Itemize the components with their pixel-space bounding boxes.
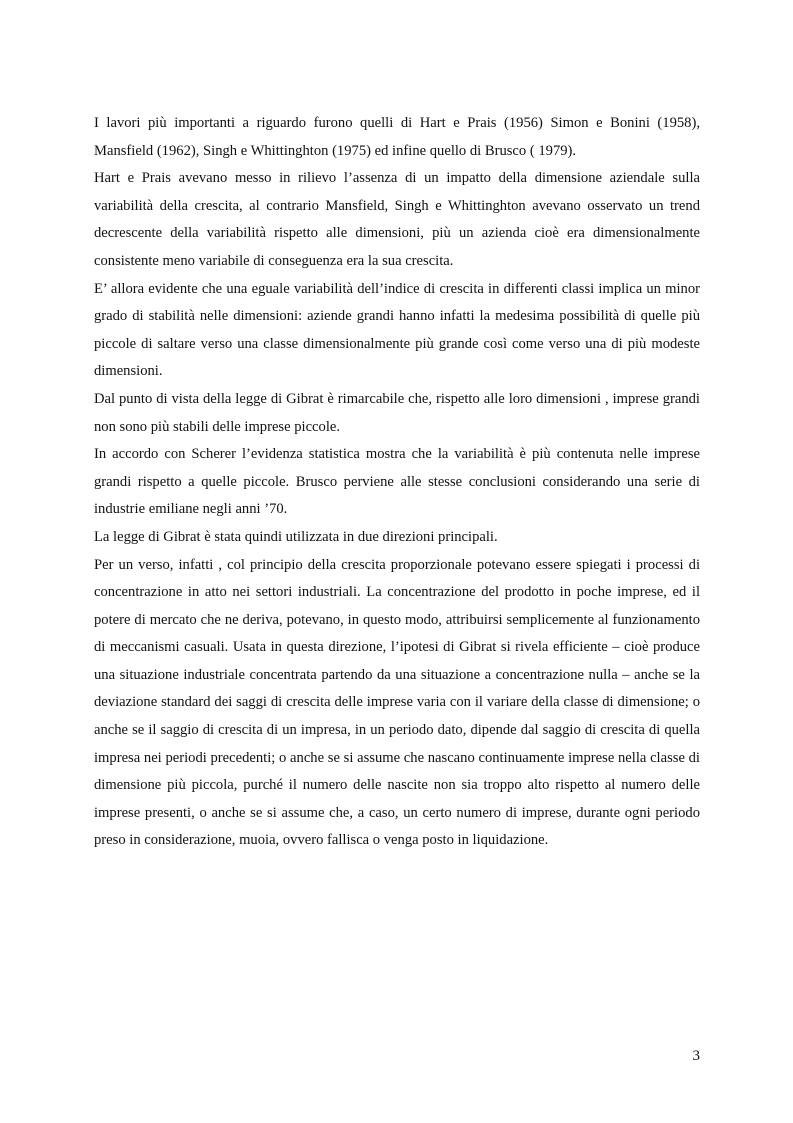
body-text	[94, 110, 700, 855]
page-number: 3	[692, 1048, 700, 1064]
paragraph-1: I lavori più importanti a riguardo furono quelli di Hart e Prais (1956) Simon e Bonini (1958), Mansfield (1962), Singh e Whittinghton (1975) ed infine quello di Brusco ( 1979).	[94, 115, 700, 159]
paragraph-6: La legge di Gibrat è stata quindi utilizzata in due direzioni principali.	[94, 528, 498, 545]
paragraph-4: Dal punto di vista della legge di Gibrat è rimarcabile che, rispetto alle loro dimensioni , imprese grandi non sono più stabili delle imprese piccole.	[94, 390, 700, 435]
paragraph-5: In accordo con Scherer l’evidenza statistica mostra che la variabilità è più contenuta nelle imprese grandi rispetto a quelle piccole. Brusco perviene alle stesse conclusioni considerando una serie di industrie emiliane negli anni ’70.	[94, 446, 700, 518]
paragraph-7: Per un verso, infatti , col principio della crescita proporzionale potevano essere spiegati i processi di concentrazione in atto nei settori industriali. La concentrazione del prodotto in poche imprese, ed il potere di mercato che ne deriva, potevano, in questo modo, attribuirsi semplicemente al funzionamento di meccanismi casuali. Usata in questa direzione, l’ipotesi di Gibrat si rivela efficiente – cioè produce una situazione industriale concentrata partendo da una situazione a concentrazione nulla – anche se la deviazione standard dei saggi di crescita delle imprese varia con il variare della classe di dimensione; o anche se il saggio di crescita di un impresa, in un periodo dato, dipende dal saggio di crescita di quella impresa nei periodi precedenti; o anche se si assume che nascano continuamente imprese nella classe di dimensione più piccola, purché il numero delle nascite non sia troppo alto rispetto al numero delle imprese presenti, o anche se si assume che, a caso, un certo numero di imprese, durante ogni periodo preso in considerazione, muoia, ovvero fallisca o venga posto in liquidazione.	[94, 556, 700, 849]
paragraph-2: Hart e Prais avevano messo in rilievo l’assenza di un impatto della dimensione aziendale sulla variabilità della crescita, al contrario Mansfield, Singh e Whittinghton avevano osservato un trend decrescente della variabilità rispetto alle dimensioni, più un azienda cioè era dimensionalmente consistente meno variabile di conseguenza era la sua crescita.	[94, 170, 700, 269]
paragraph-3: E’ allora evidente che una eguale variabilità dell’indice di crescita in differenti classi implica un minor grado di stabilità nelle dimensioni: aziende grandi hanno infatti la medesima possibilità di quelle più piccole di saltare verso una classe dimensionalmente più grande così come verso una di più modeste dimensioni.	[94, 280, 700, 380]
